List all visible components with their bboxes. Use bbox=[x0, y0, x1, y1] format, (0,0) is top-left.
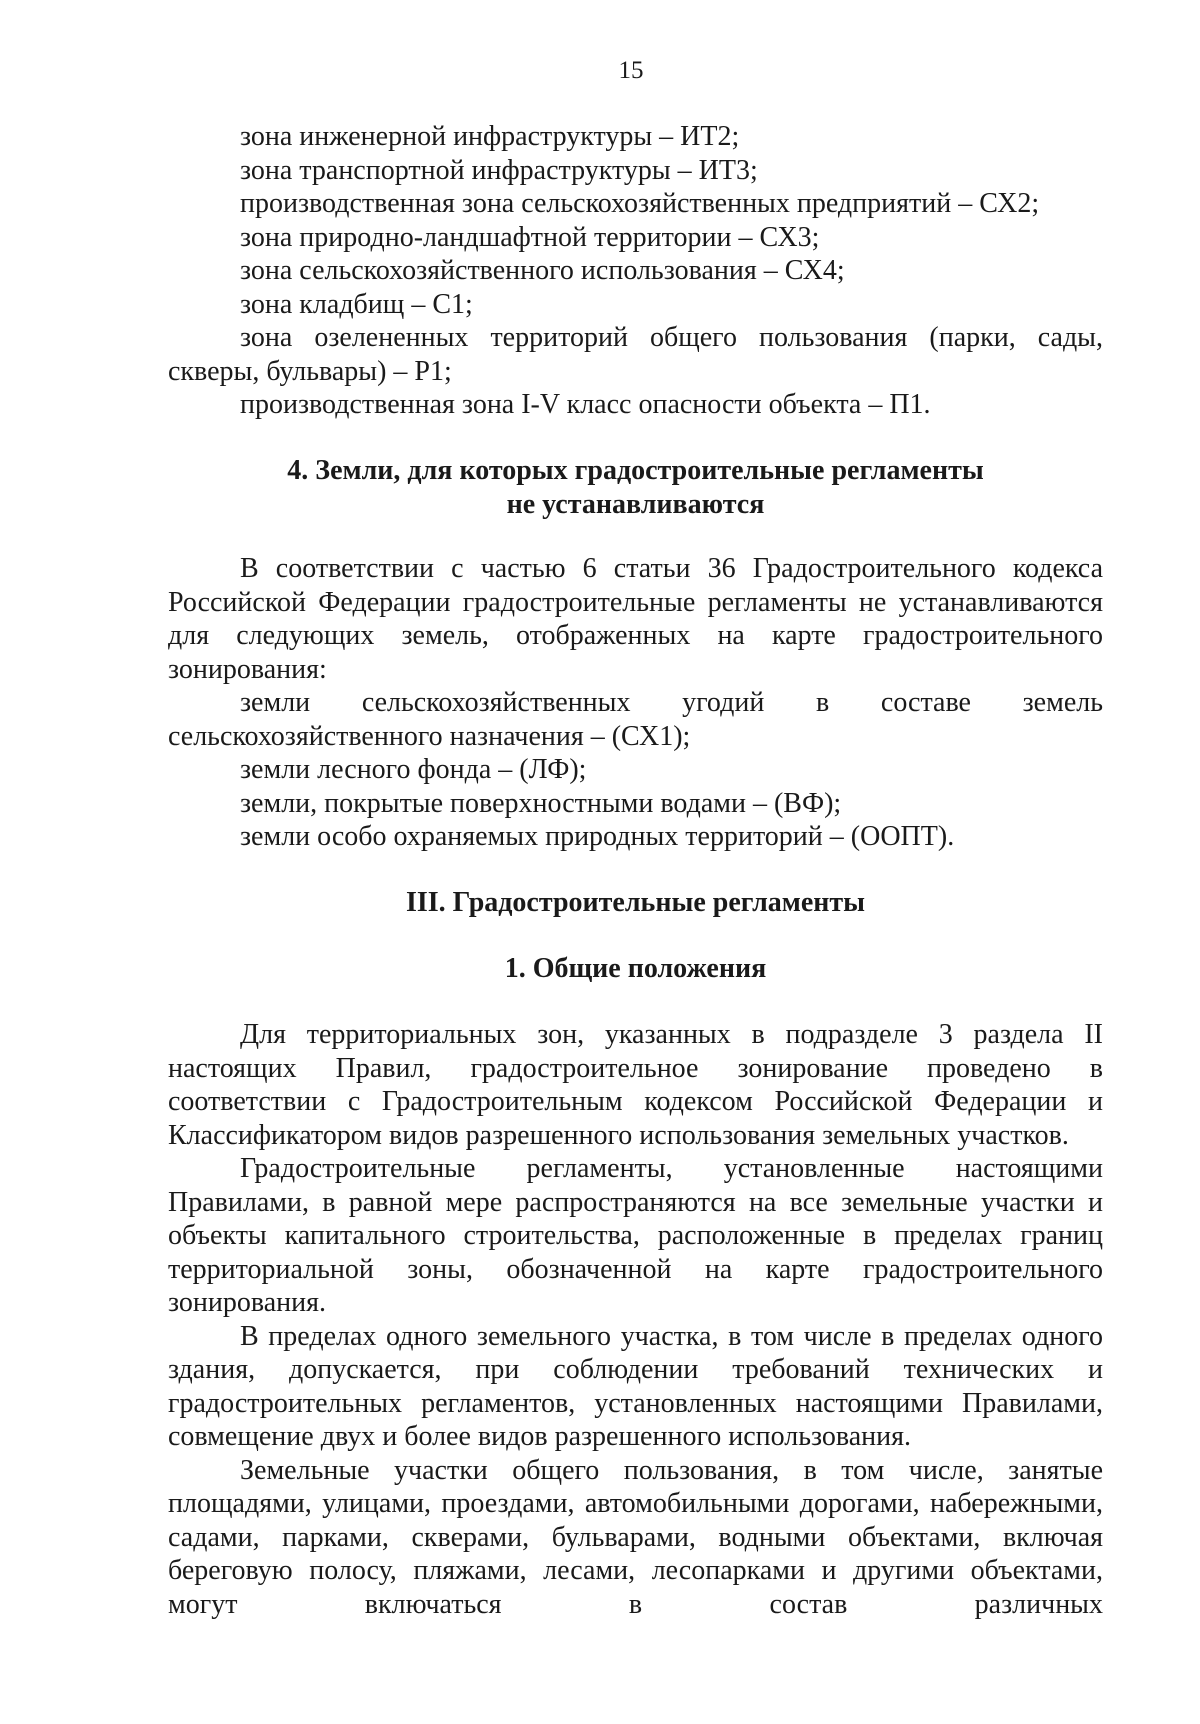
zone-item: зона сельскохозяйственного использования – СХ4; bbox=[240, 255, 845, 286]
zone-item: зона природно-ландшафтной территории – СХ3; bbox=[240, 221, 820, 253]
section-4-intro: В соответствии с частью 6 статьи 36 Градостроительного кодекса Российской Федерации градостроительные регламенты не устанавливаются для следующих земель, отображенных на карте градостроительного зонирования: bbox=[168, 553, 1103, 685]
land-item: земли особо охраняемых природных территорий – (ООПТ). bbox=[240, 821, 955, 852]
body-paragraph: Градостроительные регламенты, установленные настоящими Правилами, в равной мере распространяются на все земельные участки и объекты капитального строительства, расположенные в пределах границ территориальной зоны, обозначенной на карте градостроительного зонирования. bbox=[168, 1153, 1103, 1318]
subsection-1-heading: 1. Общие положения bbox=[504, 953, 767, 984]
subsection-1-body bbox=[168, 1018, 1103, 1621]
body-paragraph: Для территориальных зон, указанных в подразделе 3 раздела II настоящих Правил, градостроительное зонирование проведено в соответствии с Градостроительным кодексом Российской Федерации и Классификатором видов разрешенного использования земельных участков. bbox=[168, 1019, 1103, 1151]
body-paragraph: Земельные участки общего пользования, в том числе, занятые площадями, улицами, проездами, автомобильными дорогами, набережными, садами, парками, скверами, бульварами, водными объектами, включая береговую полосу, пляжами, лесами, лесопарками и другими объектами, могут включаться в состав различных bbox=[168, 1454, 1103, 1620]
land-item: земли, покрытые поверхностными водами – (ВФ); bbox=[240, 787, 842, 819]
zone-item: производственная зона сельскохозяйственных предприятий – СХ2; bbox=[240, 188, 1040, 219]
section-III-heading: III. Градостроительные регламенты bbox=[405, 887, 866, 918]
section-4-heading-line2: не устанавливаются bbox=[506, 488, 765, 520]
land-item: земли сельскохозяйственных угодий в составе земель сельскохозяйственного назначения – (СХ1); bbox=[168, 687, 1103, 752]
land-item: земли лесного фонда – (ЛФ); bbox=[240, 754, 587, 785]
zone-item: производственная зона I-V класс опасности объекта – П1. bbox=[240, 389, 931, 420]
zone-item: зона озелененных территорий общего пользования (парки, сады, скверы, бульвары) – Р1; bbox=[168, 322, 1103, 387]
section-4-body bbox=[168, 552, 1103, 854]
zone-item: зона транспортной инфраструктуры – ИТ3; bbox=[240, 154, 758, 186]
body-paragraph: В пределах одного земельного участка, в том числе в пределах одного здания, допускается, при соблюдении требований технических и градостроительных регламентов, установленных настоящими Правилами, совмещение двух и более видов разрешенного использования. bbox=[168, 1320, 1103, 1452]
zones-list bbox=[168, 120, 1103, 422]
subsection-1-heading-block bbox=[168, 952, 1103, 986]
page-number: 15 bbox=[618, 57, 644, 84]
section-4-heading bbox=[168, 454, 1103, 521]
section-III-heading-block bbox=[168, 886, 1103, 920]
zone-item: зона кладбищ – С1; bbox=[240, 288, 473, 320]
zone-item: зона инженерной инфраструктуры – ИТ2; bbox=[240, 121, 740, 152]
section-4-heading-line1: 4. Земли, для которых градостроительные регламенты bbox=[287, 455, 984, 486]
